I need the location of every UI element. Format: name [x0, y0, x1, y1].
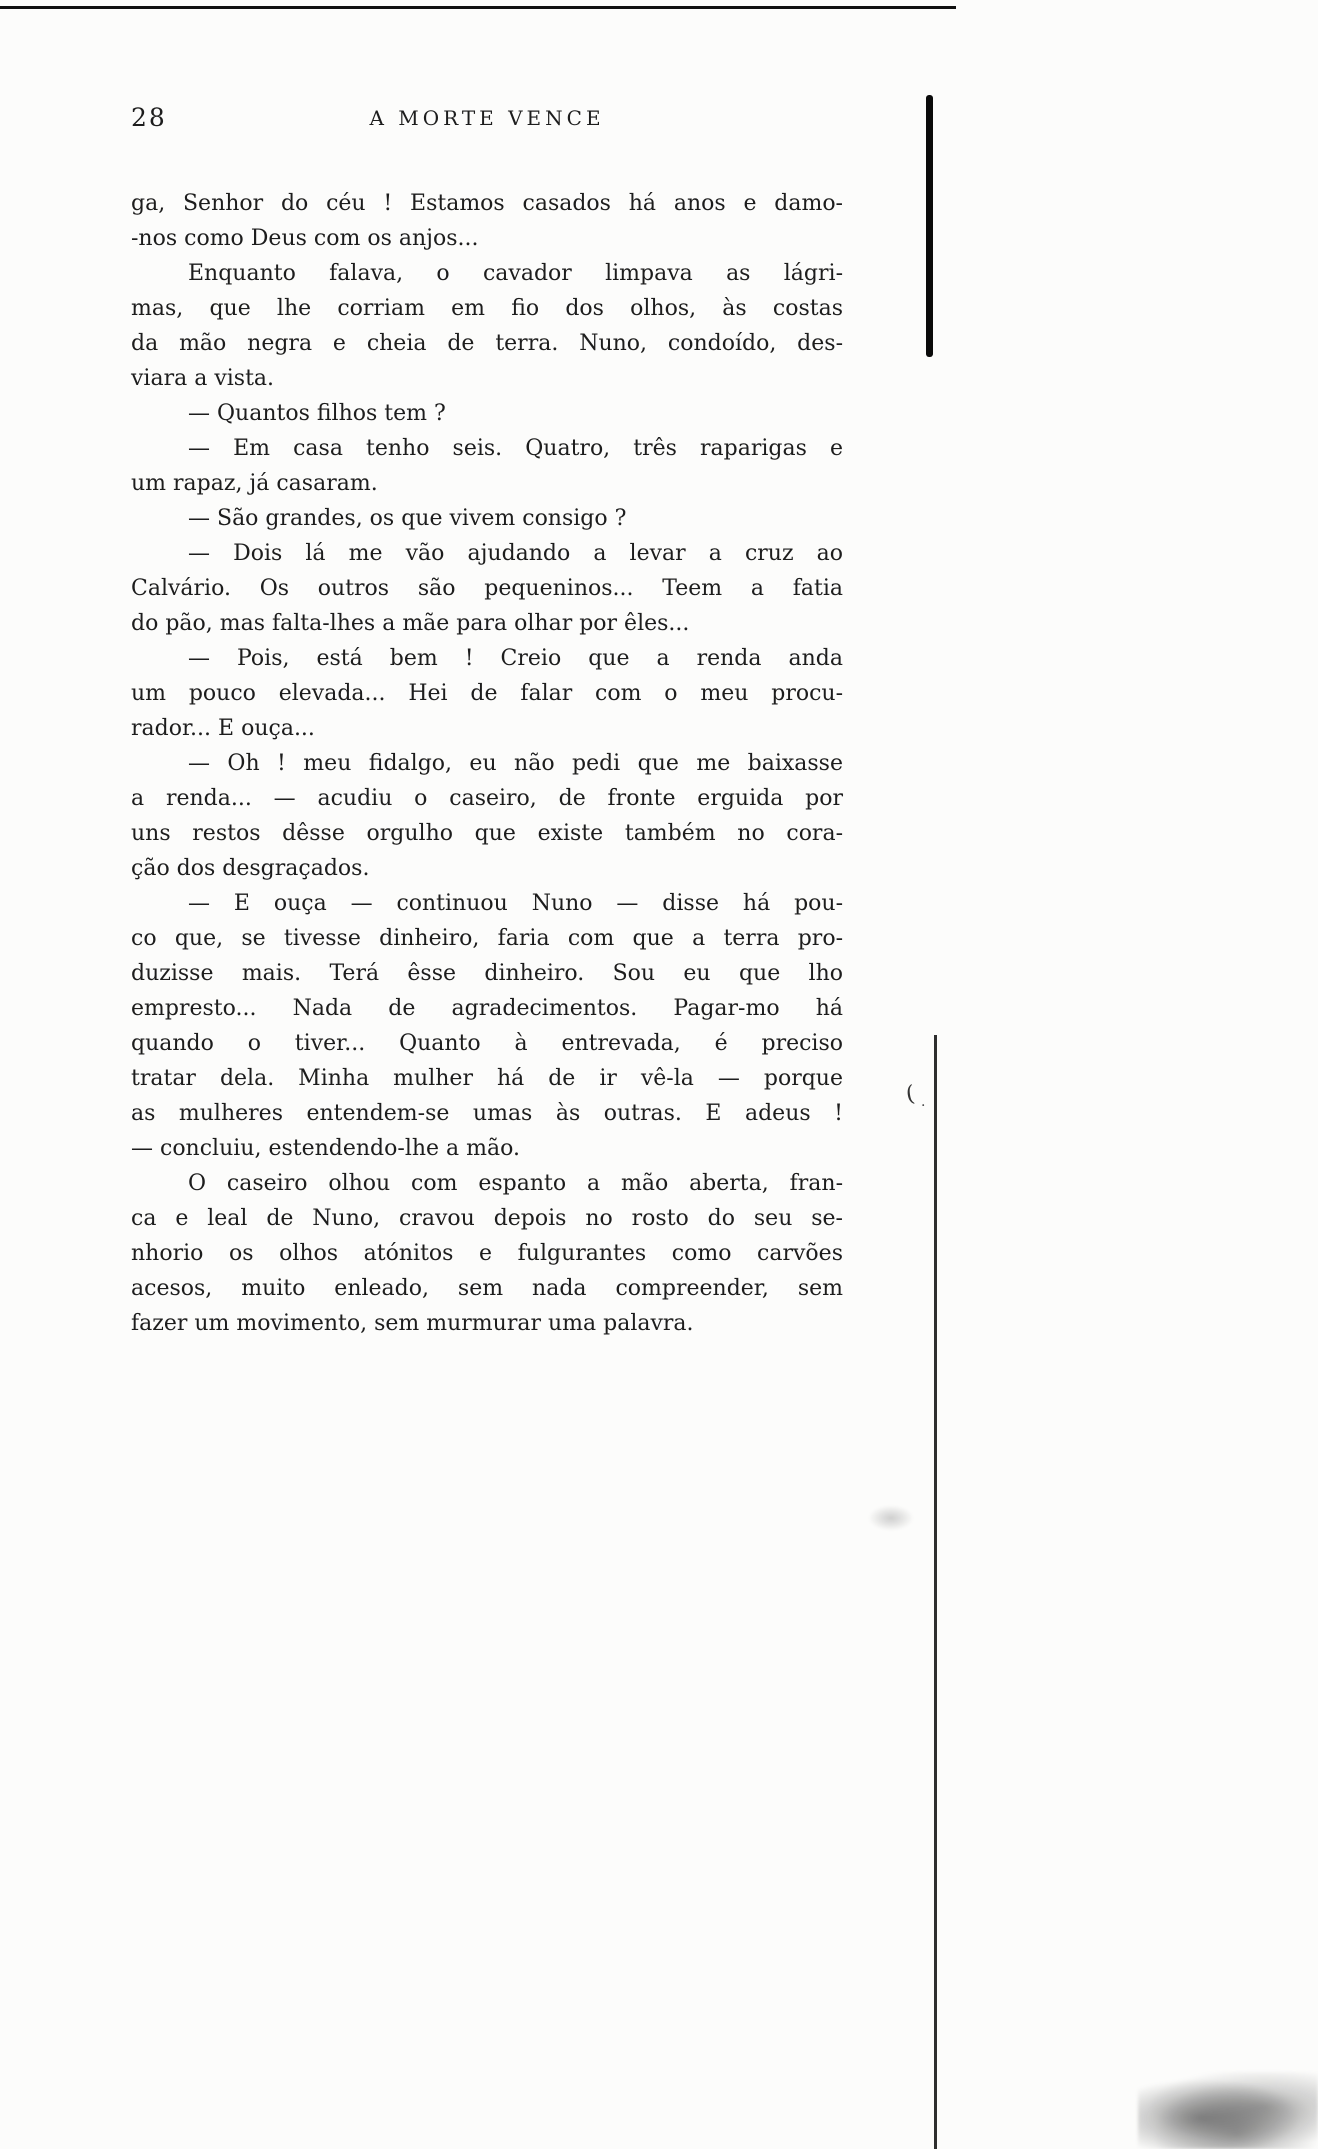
text-line: O caseiro olhou com espanto a mão aberta, fran-: [188, 1171, 843, 1196]
text-line: rador... E ouça...: [131, 716, 315, 741]
scan-artifact-top-rule: [0, 6, 956, 9]
text-line: — concluiu, estendendo-lhe a mão.: [131, 1136, 520, 1161]
text-line: — Pois, está bem ! Creio que a renda anda: [188, 646, 843, 671]
text-block: [131, 186, 843, 1341]
text-line: um rapaz, já casaram.: [131, 471, 378, 496]
text-line: da mão negra e cheia de terra. Nuno, condoído, des-: [131, 331, 843, 356]
scan-artifact-edge-mark: ·: [921, 1098, 926, 1114]
page-header: [131, 101, 843, 137]
text-line: — Dois lá me vão ajudando a levar a cruz ao: [188, 541, 843, 566]
text-line: — E ouça — continuou Nuno — disse há pou-: [188, 891, 843, 916]
scan-artifact-right-bar: [926, 95, 933, 357]
text-line: quando o tiver... Quanto à entrevada, é preciso: [131, 1031, 843, 1056]
text-line: mas, que lhe corriam em fio dos olhos, às costas: [131, 296, 843, 321]
text-line: — Em casa tenho seis. Quatro, três raparigas e: [188, 436, 843, 461]
text-line: Enquanto falava, o cavador limpava as lágri-: [188, 261, 843, 286]
text-line: — Quantos filhos tem ?: [188, 401, 446, 426]
text-line: ção dos desgraçados.: [131, 856, 370, 881]
text-line: duzisse mais. Terá êsse dinheiro. Sou eu que lho: [131, 961, 843, 986]
text-line: — São grandes, os que vivem consigo ?: [188, 506, 627, 531]
text-line: do pão, mas falta-lhes a mãe para olhar por êles...: [131, 611, 690, 636]
text-line: nhorio os olhos atónitos e fulgurantes como carvões: [131, 1241, 843, 1266]
text-line: fazer um movimento, sem murmurar uma palavra.: [131, 1311, 694, 1336]
page-number: 28: [131, 103, 167, 132]
text-line: a renda... — acudiu o caseiro, de fronte erguida por: [131, 786, 843, 811]
text-line: co que, se tivesse dinheiro, faria com que a terra pro-: [131, 926, 843, 951]
text-line: tratar dela. Minha mulher há de ir vê-la — porque: [131, 1066, 843, 1091]
text-line: ga, Senhor do céu ! Estamos casados há anos e damo-: [131, 191, 843, 216]
text-line: acesos, muito enleado, sem nada compreender, sem: [131, 1276, 843, 1301]
text-line: as mulheres entendem-se umas às outras. E adeus !: [131, 1101, 843, 1126]
text-line: uns restos dêsse orgulho que existe também no cora-: [131, 821, 843, 846]
scan-artifact-edge-mark: (: [904, 1081, 917, 1108]
text-line: — Oh ! meu fidalgo, eu não pedi que me baixasse: [188, 751, 843, 776]
text-line: -nos como Deus com os anjos...: [131, 226, 479, 251]
text-line: empresto... Nada de agradecimentos. Pagar-mo há: [131, 996, 843, 1021]
running-title: A MORTE VENCE: [369, 106, 605, 130]
scan-artifact-corner-smudge: [1138, 2072, 1318, 2149]
scan-artifact-smudge: [868, 1505, 914, 1531]
text-line: Calvário. Os outros são pequeninos... Teem a fatia: [131, 576, 843, 601]
scan-artifact-right-line: [934, 1035, 937, 2149]
text-line: ca e leal de Nuno, cravou depois no rosto do seu se-: [131, 1206, 843, 1231]
text-line: um pouco elevada... Hei de falar com o meu procu-: [131, 681, 843, 706]
text-line: viara a vista.: [131, 366, 275, 391]
